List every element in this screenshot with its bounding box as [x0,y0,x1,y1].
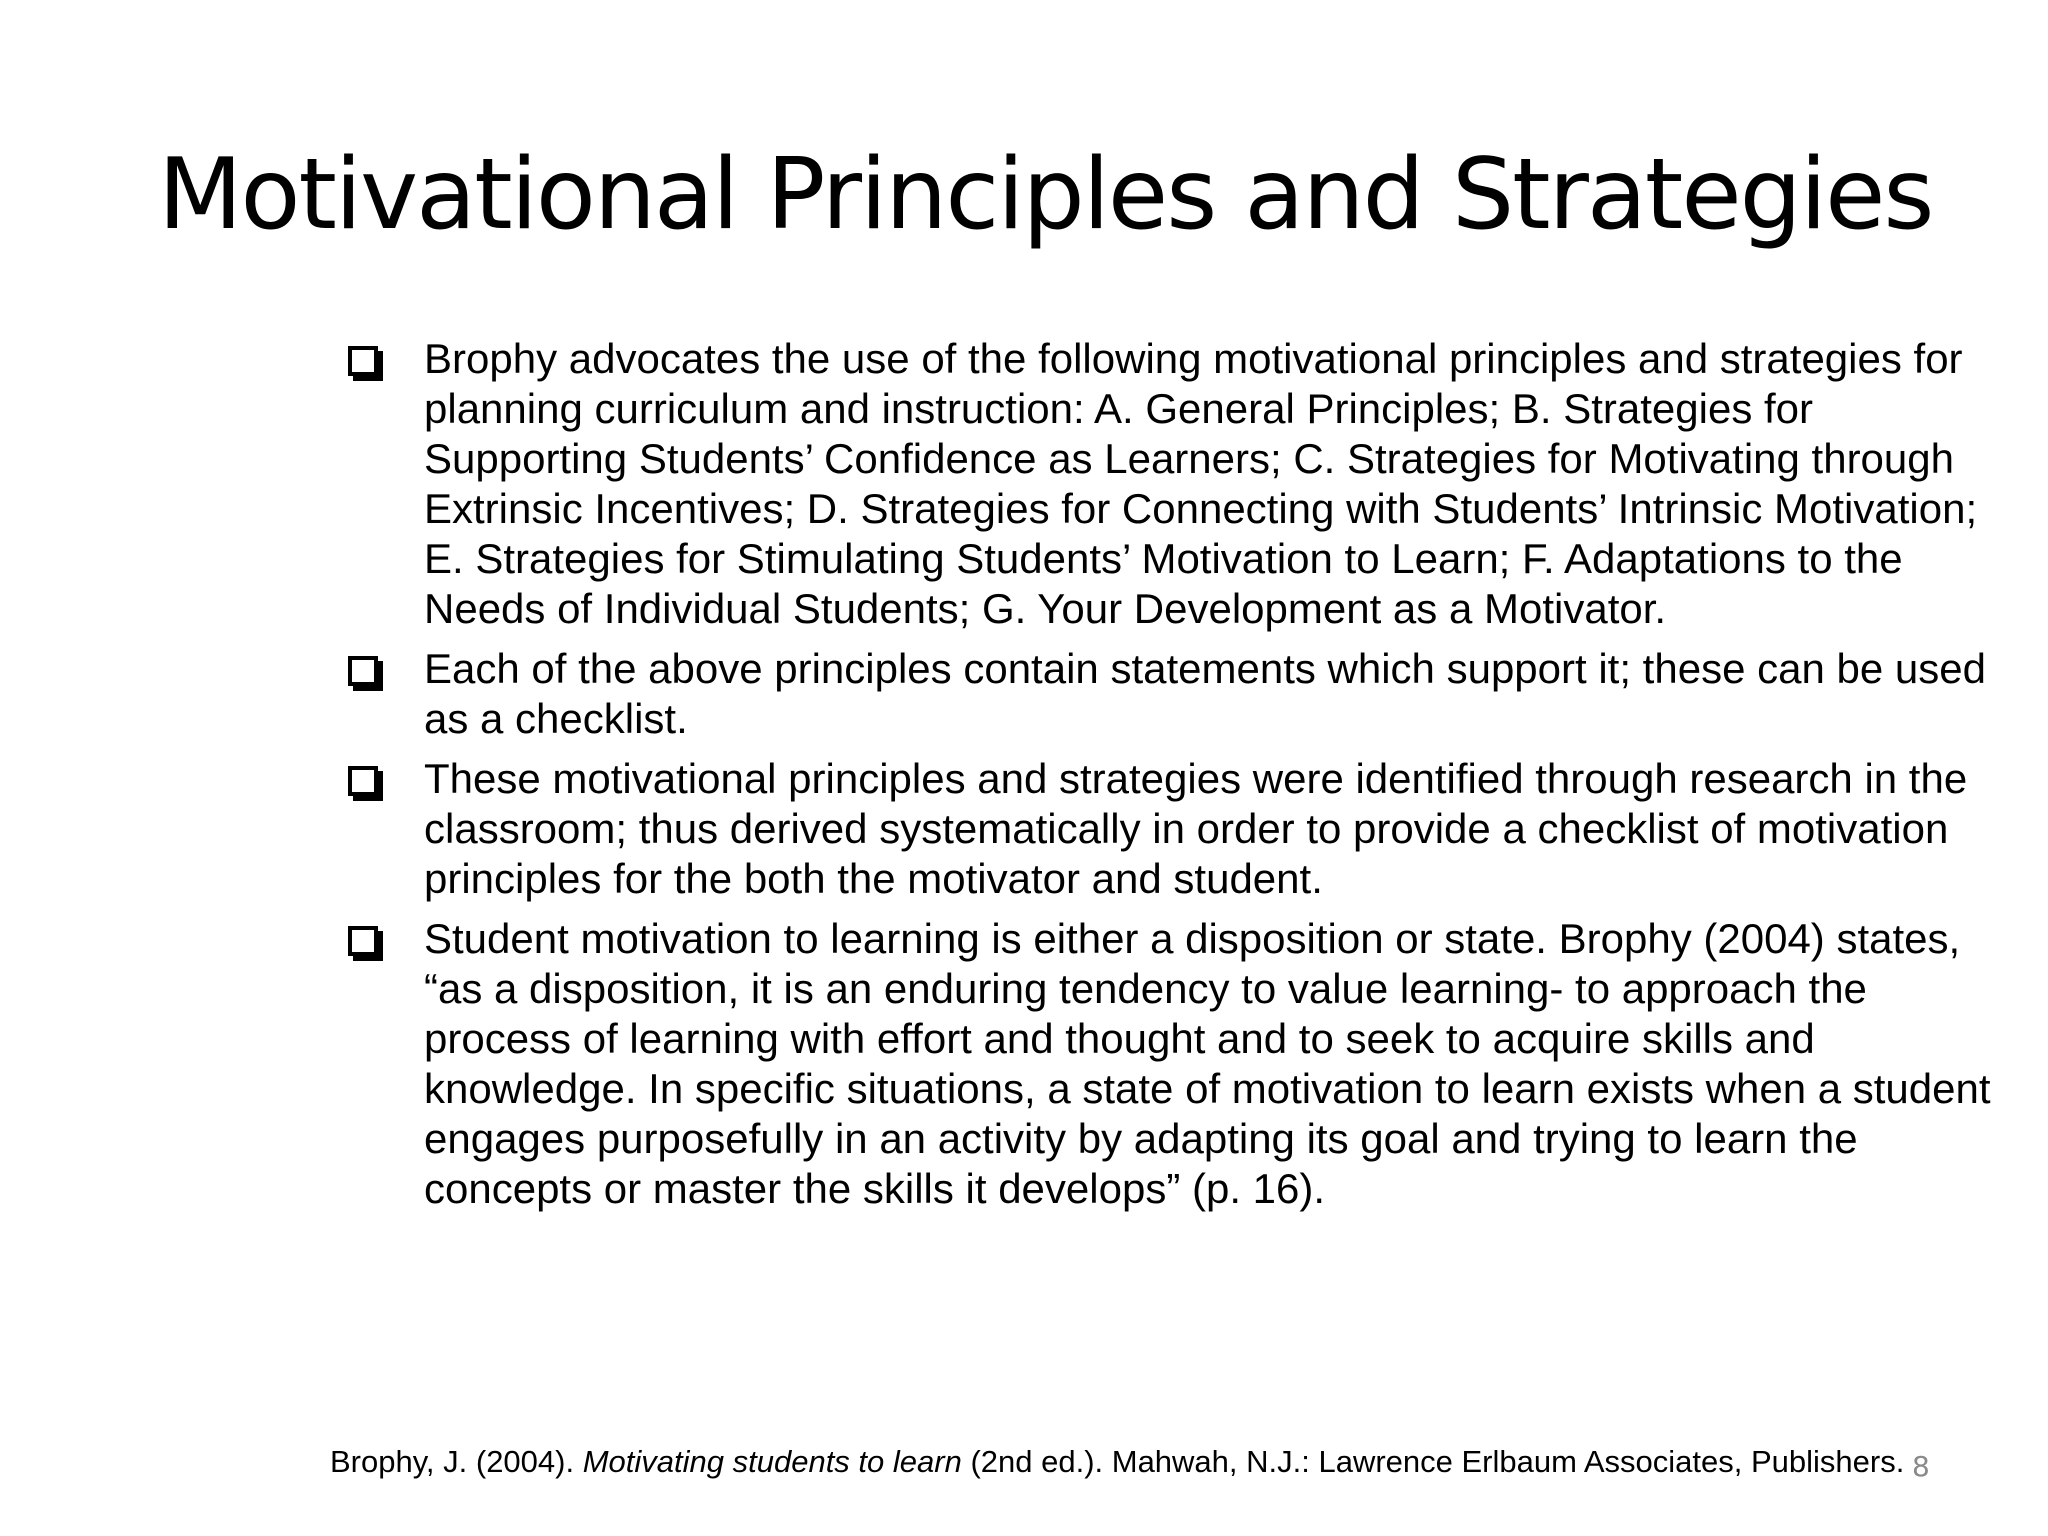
slide-number: 8 [1912,1450,1930,1483]
bullet-text: Student motivation to learning is either a disposition or state. Brophy (2004) states, “as a disposition, it is an enduring tendency to value learning- to approach the process of learning with effort and thought and to seek to acquire skills and knowledge. In specific situations, a state of motivation to learn exists when a student engages purposefully in an activity by adapting its goal and trying to learn the concepts or master the skills it develops” (p. 16). [424,915,1991,1212]
checkbox-icon [348,766,378,796]
slide-title: Motivational Principles and Strategies [158,138,1933,252]
checkbox-icon [348,926,378,956]
bullet-text: These motivational principles and strategies were identified through research in the classroom; thus derived systematically in order to provide a checklist of motivation principles for the both the motivator and student. [424,755,1968,902]
bullet-item [344,644,2004,744]
citation-book-title: Motivating students to learn [582,1444,962,1479]
bullet-list [344,334,2004,1224]
checkbox-icon [348,656,378,686]
checkbox-icon [348,346,378,376]
bullet-item [344,754,2004,904]
bullet-item [344,914,2004,1214]
citation-author-year: Brophy, J. (2004). [330,1444,583,1479]
reference-citation [330,1440,1910,1484]
bullet-text: Brophy advocates the use of the following motivational principles and strategies for planning curriculum and instruction: A. General Principles; B. Strategies for Supporting Students’ Confidence as Learners; C. Strategies for Motivating through Extrinsic Incentives; D. Strategies for Connecting with Students’ Intrinsic Motivation; E. Strategies for Stimulating Students’ Motivation to Learn; F. Adaptations to the Needs of Individual Students; G. Your Development as a Motivator. [424,335,1978,632]
citation-publisher: (2nd ed.). Mahwah, N.J.: Lawrence Erlbaum Associates, Publishers. [961,1444,1905,1479]
bullet-text: Each of the above principles contain statements which support it; these can be used as a checklist. [424,645,1986,742]
bullet-item [344,334,2004,634]
